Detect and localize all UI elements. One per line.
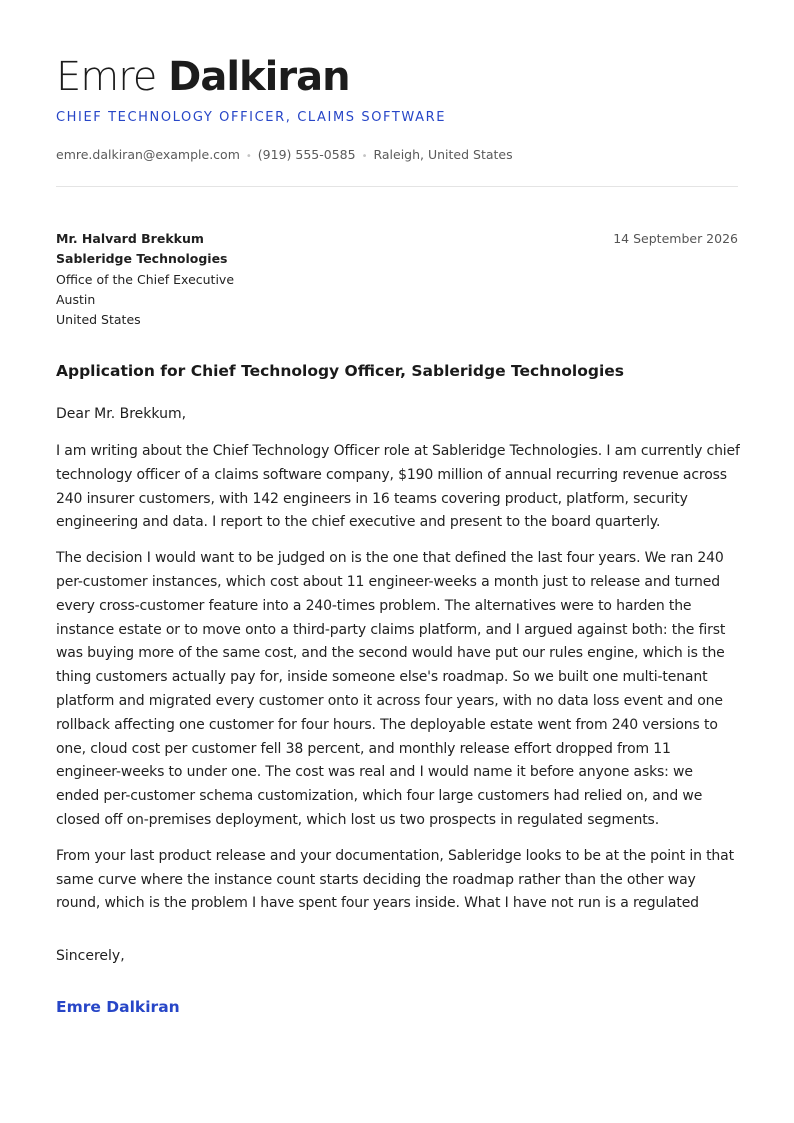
recipient-company: Sableridge Technologies bbox=[56, 251, 228, 267]
letter-date: 14 September 2026 bbox=[613, 231, 738, 246]
applicant-role: CHIEF TECHNOLOGY OFFICER, CLAIMS SOFTWARE bbox=[56, 110, 447, 125]
header-divider bbox=[56, 186, 738, 187]
body-paragraph: The decision I would want to be judged on is the one that defined the last four years. We ran 240 per-customer instances, which cost about 11 engineer-weeks a month just to release and turned every cross-customer feature into a 240-times problem. The alternatives were to harden the instance estate or to move onto a third-party claims platform, and I argued against both: the first was buying more of the same cost, and the second would have put our rules engine, which is the thing customers actually pay for, inside someone else's roadmap. So we built one multi-tenant platform and migrated every customer onto it across four years, with no data loss event and one rollback affecting one customer for four hours. The deployable estate went from 240 versions to one, cloud cost per customer fell 38 percent, and monthly release effort dropped from 11 engineer-weeks to under one. The cost was real and I would name it before anyone asks: we ended per-customer schema customization, which four large customers had relied on, and we closed off on-premises deployment, which lost us two prospects in regulated segments. bbox=[56, 550, 726, 828]
recipient-office: Office of the Chief Executive bbox=[56, 271, 235, 287]
recipient-city: Austin bbox=[56, 291, 96, 307]
first-name: Emre bbox=[56, 54, 157, 100]
body-paragraph: I am writing about the Chief Technology Officer role at Sableridge Technologies. I am currently chief technology officer of a claims software company, $190 million of annual recurring revenue across 240 insurer customers, with 142 engineers in 16 teams covering product, platform, security engineering and data. I report to the chief executive and present to the board quarterly. bbox=[56, 443, 740, 531]
contact-phone[interactable]: (919) 555-0585 bbox=[257, 147, 356, 162]
letter-subject: Application for Chief Technology Officer, Sableridge Technologies bbox=[56, 362, 625, 380]
body-paragraph: From your last product release and your documentation, Sableridge looks to be at the point in that same curve where the instance count starts deciding the roadmap rather than the other way round, which is the problem I have spent four years inside. What I have not run is a regulated bbox=[56, 847, 734, 912]
closing: Sincerely, bbox=[56, 948, 125, 964]
last-name: Dalkiran bbox=[168, 54, 350, 100]
applicant-name bbox=[56, 53, 350, 101]
contact-separator: • bbox=[361, 151, 368, 162]
recipient-name: Mr. Halvard Brekkum bbox=[56, 231, 204, 246]
recipient-block bbox=[56, 229, 234, 330]
signature: Emre Dalkiran bbox=[56, 998, 180, 1016]
contact-line bbox=[56, 147, 513, 162]
contact-separator: • bbox=[245, 151, 252, 162]
recipient-country: United States bbox=[56, 312, 141, 328]
contact-email[interactable]: emre.dalkiran@example.com bbox=[56, 147, 240, 162]
salutation: Dear Mr. Brekkum, bbox=[56, 406, 187, 422]
contact-location: Raleigh, United States bbox=[373, 147, 513, 162]
letter-body bbox=[56, 440, 740, 916]
